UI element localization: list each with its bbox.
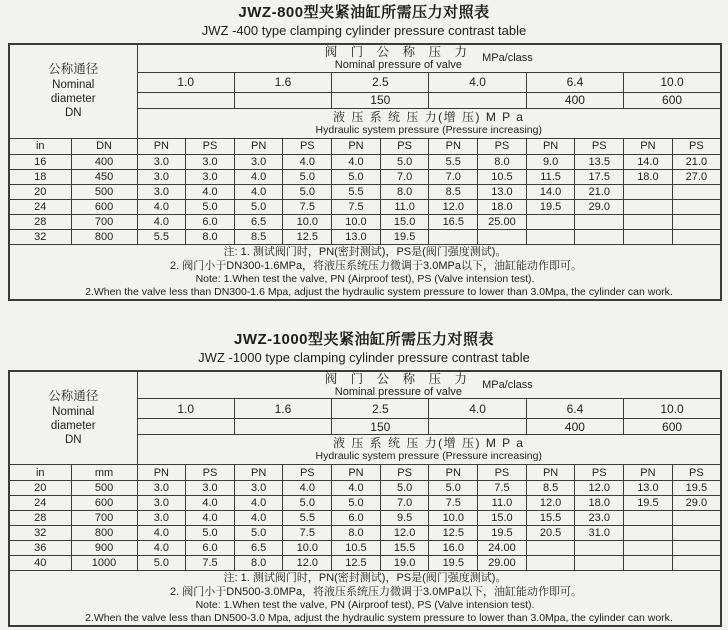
table-body (9, 481, 721, 571)
table-cell (624, 541, 673, 556)
table-cell: 8.0 (332, 526, 381, 541)
header-col-size: DN (71, 138, 137, 154)
table-cell: 4.0 (234, 496, 283, 511)
table-cell: 12.0 (429, 199, 478, 214)
table-cell (672, 556, 721, 571)
header-col-ps: PS (283, 465, 332, 481)
table-cell: 16 (9, 154, 71, 169)
table-cell: 700 (71, 214, 137, 229)
table-cell: 5.5 (332, 184, 381, 199)
header-class-value (429, 92, 526, 108)
header-pressure-class: 1.0 (137, 72, 234, 92)
table-row (9, 496, 721, 511)
pressure-table (8, 370, 722, 628)
table-body (9, 154, 721, 244)
table-cell: 6.5 (234, 214, 283, 229)
header-col-size: mm (71, 465, 137, 481)
table-cell: 5.0 (234, 199, 283, 214)
header-col-pn: PN (429, 138, 478, 154)
table-cell: 7.5 (283, 199, 332, 214)
valve-pressure-zh: 阀 门 公 称 压 力 (324, 45, 473, 60)
table-cell: 20 (9, 184, 71, 199)
table-row (9, 511, 721, 526)
table-row (9, 214, 721, 229)
note-line-zh-2: 2. 阀门小于DN300-1.6MPa，将液压系统压力微调于3.0MPa以下，油缸能动作即可。 (170, 259, 582, 272)
table-cell: 4.0 (234, 184, 283, 199)
valve-pressure-en: Nominal pressure of valve (334, 385, 462, 398)
table-cell: 3.0 (186, 169, 235, 184)
table-cell (575, 541, 624, 556)
table-title-en: JWZ -400 type clamping cylinder pressure contrast table (201, 23, 527, 38)
table-cell: 4.0 (283, 481, 332, 496)
table-cell: 4.0 (234, 511, 283, 526)
table-cell: 5.0 (137, 556, 186, 571)
table-cell: 3.0 (186, 481, 235, 496)
valve-pressure-unit: MPa/class (482, 52, 533, 65)
table-cell: 15.0 (478, 511, 527, 526)
table-cell (575, 229, 624, 244)
table-cell (624, 526, 673, 541)
table-cell: 24 (9, 496, 71, 511)
table-cell: 12.5 (429, 526, 478, 541)
header-pressure-class: 4.0 (429, 399, 526, 419)
table-row (9, 184, 721, 199)
header-valve-pressure (137, 44, 721, 72)
pressure-table-section-jwz800 (0, 4, 728, 301)
table-cell: 20.5 (526, 526, 575, 541)
nominal-diameter-en: diameter (50, 419, 96, 432)
table-cell: 18.0 (478, 199, 527, 214)
valve-pressure-en: Nominal pressure of valve (334, 59, 462, 72)
table-cell: 5.0 (429, 481, 478, 496)
table-cell (624, 229, 673, 244)
table-cell (672, 229, 721, 244)
table-cell: 800 (71, 229, 137, 244)
nominal-diameter-zh: 公称通径 (48, 62, 99, 77)
table-cell: 3.0 (186, 154, 235, 169)
table-cell: 5.0 (332, 169, 381, 184)
table-cell: 21.0 (575, 184, 624, 199)
header-pressure-class: 2.5 (332, 72, 429, 92)
table-cell: 4.0 (186, 184, 235, 199)
table-cell: 4.0 (137, 214, 186, 229)
table-cell: 32 (9, 229, 71, 244)
header-col-ps: PS (478, 138, 527, 154)
table-cell: 5.0 (186, 199, 235, 214)
table-cell (624, 184, 673, 199)
header-pressure-class: 6.4 (526, 399, 623, 419)
table-cell (429, 229, 478, 244)
header-pressure-class: 6.4 (526, 72, 623, 92)
table-cell (526, 229, 575, 244)
table-cell: 4.0 (137, 526, 186, 541)
nominal-diameter-en: Nominal (52, 405, 95, 418)
table-cell: 3.0 (137, 496, 186, 511)
header-hydraulic (137, 108, 721, 138)
nominal-diameter-dn: DN (64, 433, 82, 446)
table-cell: 12.0 (526, 496, 575, 511)
table-cell: 40 (9, 556, 71, 571)
header-hydraulic (137, 435, 721, 465)
table-cell: 3.0 (234, 154, 283, 169)
table-cell: 14.0 (624, 154, 673, 169)
header-nominal-diameter (9, 44, 137, 138)
header-class-value: 600 (624, 419, 721, 435)
table-cell: 900 (71, 541, 137, 556)
table-row (9, 154, 721, 169)
table-cell: 14.0 (526, 184, 575, 199)
header-class-value: 400 (526, 419, 623, 435)
header-col-pn: PN (332, 465, 381, 481)
header-pressure-class: 1.6 (234, 399, 331, 419)
header-class-value: 600 (624, 92, 721, 108)
table-cell (526, 541, 575, 556)
table-cell: 24.00 (478, 541, 527, 556)
header-col-pn: PN (429, 465, 478, 481)
table-cell: 19.5 (672, 481, 721, 496)
table-cell: 16.0 (429, 541, 478, 556)
table-cell: 18.0 (575, 496, 624, 511)
table-cell: 5.0 (186, 526, 235, 541)
header-col-ps: PS (672, 138, 721, 154)
note-line-zh-1: 注: 1. 测试阀门时，PN(密封测试)，PS是(阀门强度测试)。 (223, 245, 507, 258)
table-cell: 6.0 (186, 214, 235, 229)
header-col-pn: PN (137, 138, 186, 154)
table-cell: 3.0 (137, 154, 186, 169)
table-cell: 29.0 (672, 496, 721, 511)
table-cell: 5.0 (332, 496, 381, 511)
header-class-value (137, 419, 234, 435)
table-cell: 10.0 (283, 214, 332, 229)
header-col-ps: PS (186, 138, 235, 154)
table-cell (672, 511, 721, 526)
table-cell: 11.0 (478, 496, 527, 511)
table-cell: 7.5 (429, 496, 478, 511)
header-pressure-class: 10.0 (624, 399, 721, 419)
table-cell: 5.5 (137, 229, 186, 244)
table-cell: 28 (9, 511, 71, 526)
table-cell (624, 199, 673, 214)
valve-pressure-zh: 阀 门 公 称 压 力 (324, 371, 473, 386)
table-cell: 18 (9, 169, 71, 184)
table-cell: 4.0 (137, 541, 186, 556)
table-cell: 19.5 (624, 496, 673, 511)
header-class-value: 150 (332, 92, 429, 108)
table-cell (624, 556, 673, 571)
note-line-zh-2: 2. 阀门小于DN500-3.0MPa，将液压系统压力微调于3.0MPa以下，油缸能动作即可。 (170, 586, 582, 598)
table-cell: 8.5 (429, 184, 478, 199)
table-cell: 5.0 (234, 526, 283, 541)
table-cell: 15.5 (380, 541, 429, 556)
note-line-en-2: 2.When the valve less than DN300-1.6 Mpa, adjust the hydraulic system pressure to lower than 3.0Mpa, the cylinder can work. (85, 285, 673, 298)
table-cell (575, 214, 624, 229)
note-line-en-1: Note: 1.When test the valve, PN (Airproof test), PS (Valve intension test). (195, 272, 535, 285)
table-cell: 8.0 (186, 229, 235, 244)
table-cell: 31.0 (575, 526, 624, 541)
table-cell (672, 184, 721, 199)
table-cell: 4.0 (186, 511, 235, 526)
nominal-diameter-dn: DN (64, 107, 82, 120)
note-line-en-1: Note: 1.When test the valve, PN (Airproof test), PS (Valve intension test). (195, 599, 535, 611)
hydraulic-zh: 液 压 系 统 压 力(增 压) M P a (333, 109, 525, 124)
table-cell: 3.0 (234, 481, 283, 496)
table-title-zh: JWZ-800型夹紧油缸所需压力对照表 (238, 4, 490, 21)
table-cell: 3.0 (137, 184, 186, 199)
table-cell: 4.0 (283, 154, 332, 169)
table-cell (575, 556, 624, 571)
table-row (9, 541, 721, 556)
table-cell (624, 214, 673, 229)
table-cell: 6.0 (332, 511, 381, 526)
table-cell (624, 511, 673, 526)
table-cell: 7.0 (380, 496, 429, 511)
notes (9, 244, 721, 300)
table-cell: 12.0 (575, 481, 624, 496)
table-cell: 19.5 (380, 229, 429, 244)
table-cell: 5.0 (380, 481, 429, 496)
table-cell: 5.0 (283, 496, 332, 511)
table-cell: 600 (71, 199, 137, 214)
table-cell: 7.5 (332, 199, 381, 214)
header-class-value (234, 92, 331, 108)
table-cell: 7.0 (429, 169, 478, 184)
nominal-diameter-en: Nominal (52, 79, 95, 92)
header-col-pn: PN (234, 465, 283, 481)
header-col-ps: PS (575, 138, 624, 154)
table-cell: 20 (9, 481, 71, 496)
table-cell (478, 229, 527, 244)
table-cell: 400 (71, 154, 137, 169)
table-cell: 10.5 (478, 169, 527, 184)
table-cell: 19.0 (380, 556, 429, 571)
hydraulic-en: Hydraulic system pressure (Pressure increasing) (315, 123, 542, 136)
table-cell: 6.5 (234, 541, 283, 556)
table-cell: 9.5 (380, 511, 429, 526)
table-cell: 17.5 (575, 169, 624, 184)
table-cell: 13.0 (624, 481, 673, 496)
table-title-zh: JWZ-1000型夹紧油缸所需压力对照表 (233, 330, 495, 348)
table-cell: 13.0 (332, 229, 381, 244)
table-cell: 19.5 (429, 556, 478, 571)
table-cell: 10.5 (332, 541, 381, 556)
table-row (9, 481, 721, 496)
header-col-pn: PN (137, 465, 186, 481)
table-cell: 24 (9, 199, 71, 214)
table-cell: 16.5 (429, 214, 478, 229)
table-cell (526, 556, 575, 571)
table-cell: 8.0 (234, 556, 283, 571)
header-pressure-class: 4.0 (429, 72, 526, 92)
header-col-pn: PN (624, 465, 673, 481)
table-row (9, 526, 721, 541)
header-col-ps: PS (380, 465, 429, 481)
table-cell: 10.0 (283, 541, 332, 556)
table-cell: 7.5 (478, 481, 527, 496)
table-cell: 18.0 (624, 169, 673, 184)
table-cell: 3.0 (137, 511, 186, 526)
table-cell: 800 (71, 526, 137, 541)
table-cell: 3.0 (137, 169, 186, 184)
table-cell: 6.0 (186, 541, 235, 556)
table-cell: 5.0 (283, 184, 332, 199)
header-col-ps: PS (575, 465, 624, 481)
hydraulic-zh: 液 压 系 统 压 力(增 压) M P a (333, 436, 525, 450)
header-col-pn: PN (624, 138, 673, 154)
table-cell: 600 (71, 496, 137, 511)
table-cell (526, 214, 575, 229)
table-cell: 8.0 (478, 154, 527, 169)
nominal-diameter-zh: 公称通径 (48, 388, 99, 403)
header-nominal-diameter (9, 371, 137, 465)
header-col-pn: PN (332, 138, 381, 154)
table-row (9, 556, 721, 571)
table-cell: 27.0 (672, 169, 721, 184)
table-cell: 500 (71, 184, 137, 199)
table-cell: 7.0 (380, 169, 429, 184)
header-class-value (234, 419, 331, 435)
table-cell (672, 214, 721, 229)
header-col-ps: PS (186, 465, 235, 481)
header-col-ps: PS (672, 465, 721, 481)
table-cell: 12.5 (283, 229, 332, 244)
table-cell: 4.0 (332, 154, 381, 169)
header-col-pn: PN (234, 138, 283, 154)
table-cell: 19.5 (478, 526, 527, 541)
table-cell: 36 (9, 541, 71, 556)
nominal-diameter-en: diameter (50, 93, 96, 106)
table-row (9, 229, 721, 244)
note-line-zh-1: 注: 1. 测试阀门时，PN(密封测试)，PS是(阀门强度测试)。 (223, 572, 507, 584)
table-cell: 9.0 (526, 154, 575, 169)
table-cell: 3.0 (137, 481, 186, 496)
table-cell: 500 (71, 481, 137, 496)
table-cell: 13.0 (478, 184, 527, 199)
table-cell: 32 (9, 526, 71, 541)
header-valve-pressure (137, 371, 721, 399)
table-cell: 12.0 (283, 556, 332, 571)
table-cell: 19.5 (526, 199, 575, 214)
header-col-ps: PS (380, 138, 429, 154)
table-cell: 10.0 (429, 511, 478, 526)
table-cell: 15.0 (380, 214, 429, 229)
header-class-value: 400 (526, 92, 623, 108)
header-col-pn: PN (526, 465, 575, 481)
table-cell: 11.5 (526, 169, 575, 184)
table-cell: 4.0 (137, 199, 186, 214)
table-cell: 4.0 (332, 481, 381, 496)
table-title-en: JWZ -1000 type clamping cylinder pressure contrast table (198, 349, 530, 365)
table-row (9, 169, 721, 184)
table-cell: 700 (71, 511, 137, 526)
table-cell (672, 199, 721, 214)
table-cell: 450 (71, 169, 137, 184)
valve-pressure-unit: MPa/class (482, 378, 533, 391)
header-pressure-class: 1.0 (137, 399, 234, 419)
hydraulic-en: Hydraulic system pressure (Pressure increasing) (315, 450, 542, 462)
pressure-table (8, 43, 722, 301)
table-cell (672, 541, 721, 556)
table-cell: 25.00 (478, 214, 527, 229)
header-col-in: in (9, 138, 71, 154)
table-cell: 8.5 (526, 481, 575, 496)
table-cell: 8.0 (380, 184, 429, 199)
header-class-value: 150 (332, 419, 429, 435)
table-cell: 11.0 (380, 199, 429, 214)
table-cell: 5.5 (283, 511, 332, 526)
table-cell: 21.0 (672, 154, 721, 169)
table-cell: 5.5 (429, 154, 478, 169)
header-col-ps: PS (478, 465, 527, 481)
note-line-en-2: 2.When the valve less than DN500-3.0 Mpa, adjust the hydraulic system pressure to lower than 3.0Mpa, the cylinder can work. (85, 612, 673, 624)
table-cell: 29.0 (575, 199, 624, 214)
table-cell: 12.5 (332, 556, 381, 571)
header-col-pn: PN (526, 138, 575, 154)
table-cell: 15.5 (526, 511, 575, 526)
table-cell: 5.0 (283, 169, 332, 184)
header-col-in: in (9, 465, 71, 481)
table-row (9, 199, 721, 214)
notes (9, 571, 721, 627)
header-class-value (137, 92, 234, 108)
header-class-value (429, 419, 526, 435)
table-cell: 28 (9, 214, 71, 229)
table-cell: 13.5 (575, 154, 624, 169)
table-cell: 1000 (71, 556, 137, 571)
table-cell: 23.0 (575, 511, 624, 526)
table-cell: 7.5 (283, 526, 332, 541)
table-cell: 8.5 (234, 229, 283, 244)
header-col-ps: PS (283, 138, 332, 154)
table-cell: 7.5 (186, 556, 235, 571)
table-cell: 10.0 (332, 214, 381, 229)
pressure-table-section-jwz1000 (0, 331, 728, 628)
table-cell (672, 526, 721, 541)
table-cell: 5.0 (380, 154, 429, 169)
header-pressure-class: 10.0 (624, 72, 721, 92)
table-cell: 29.00 (478, 556, 527, 571)
header-pressure-class: 1.6 (234, 72, 331, 92)
table-cell: 4.0 (186, 496, 235, 511)
table-cell: 12.0 (380, 526, 429, 541)
header-pressure-class: 2.5 (332, 399, 429, 419)
table-cell: 4.0 (234, 169, 283, 184)
